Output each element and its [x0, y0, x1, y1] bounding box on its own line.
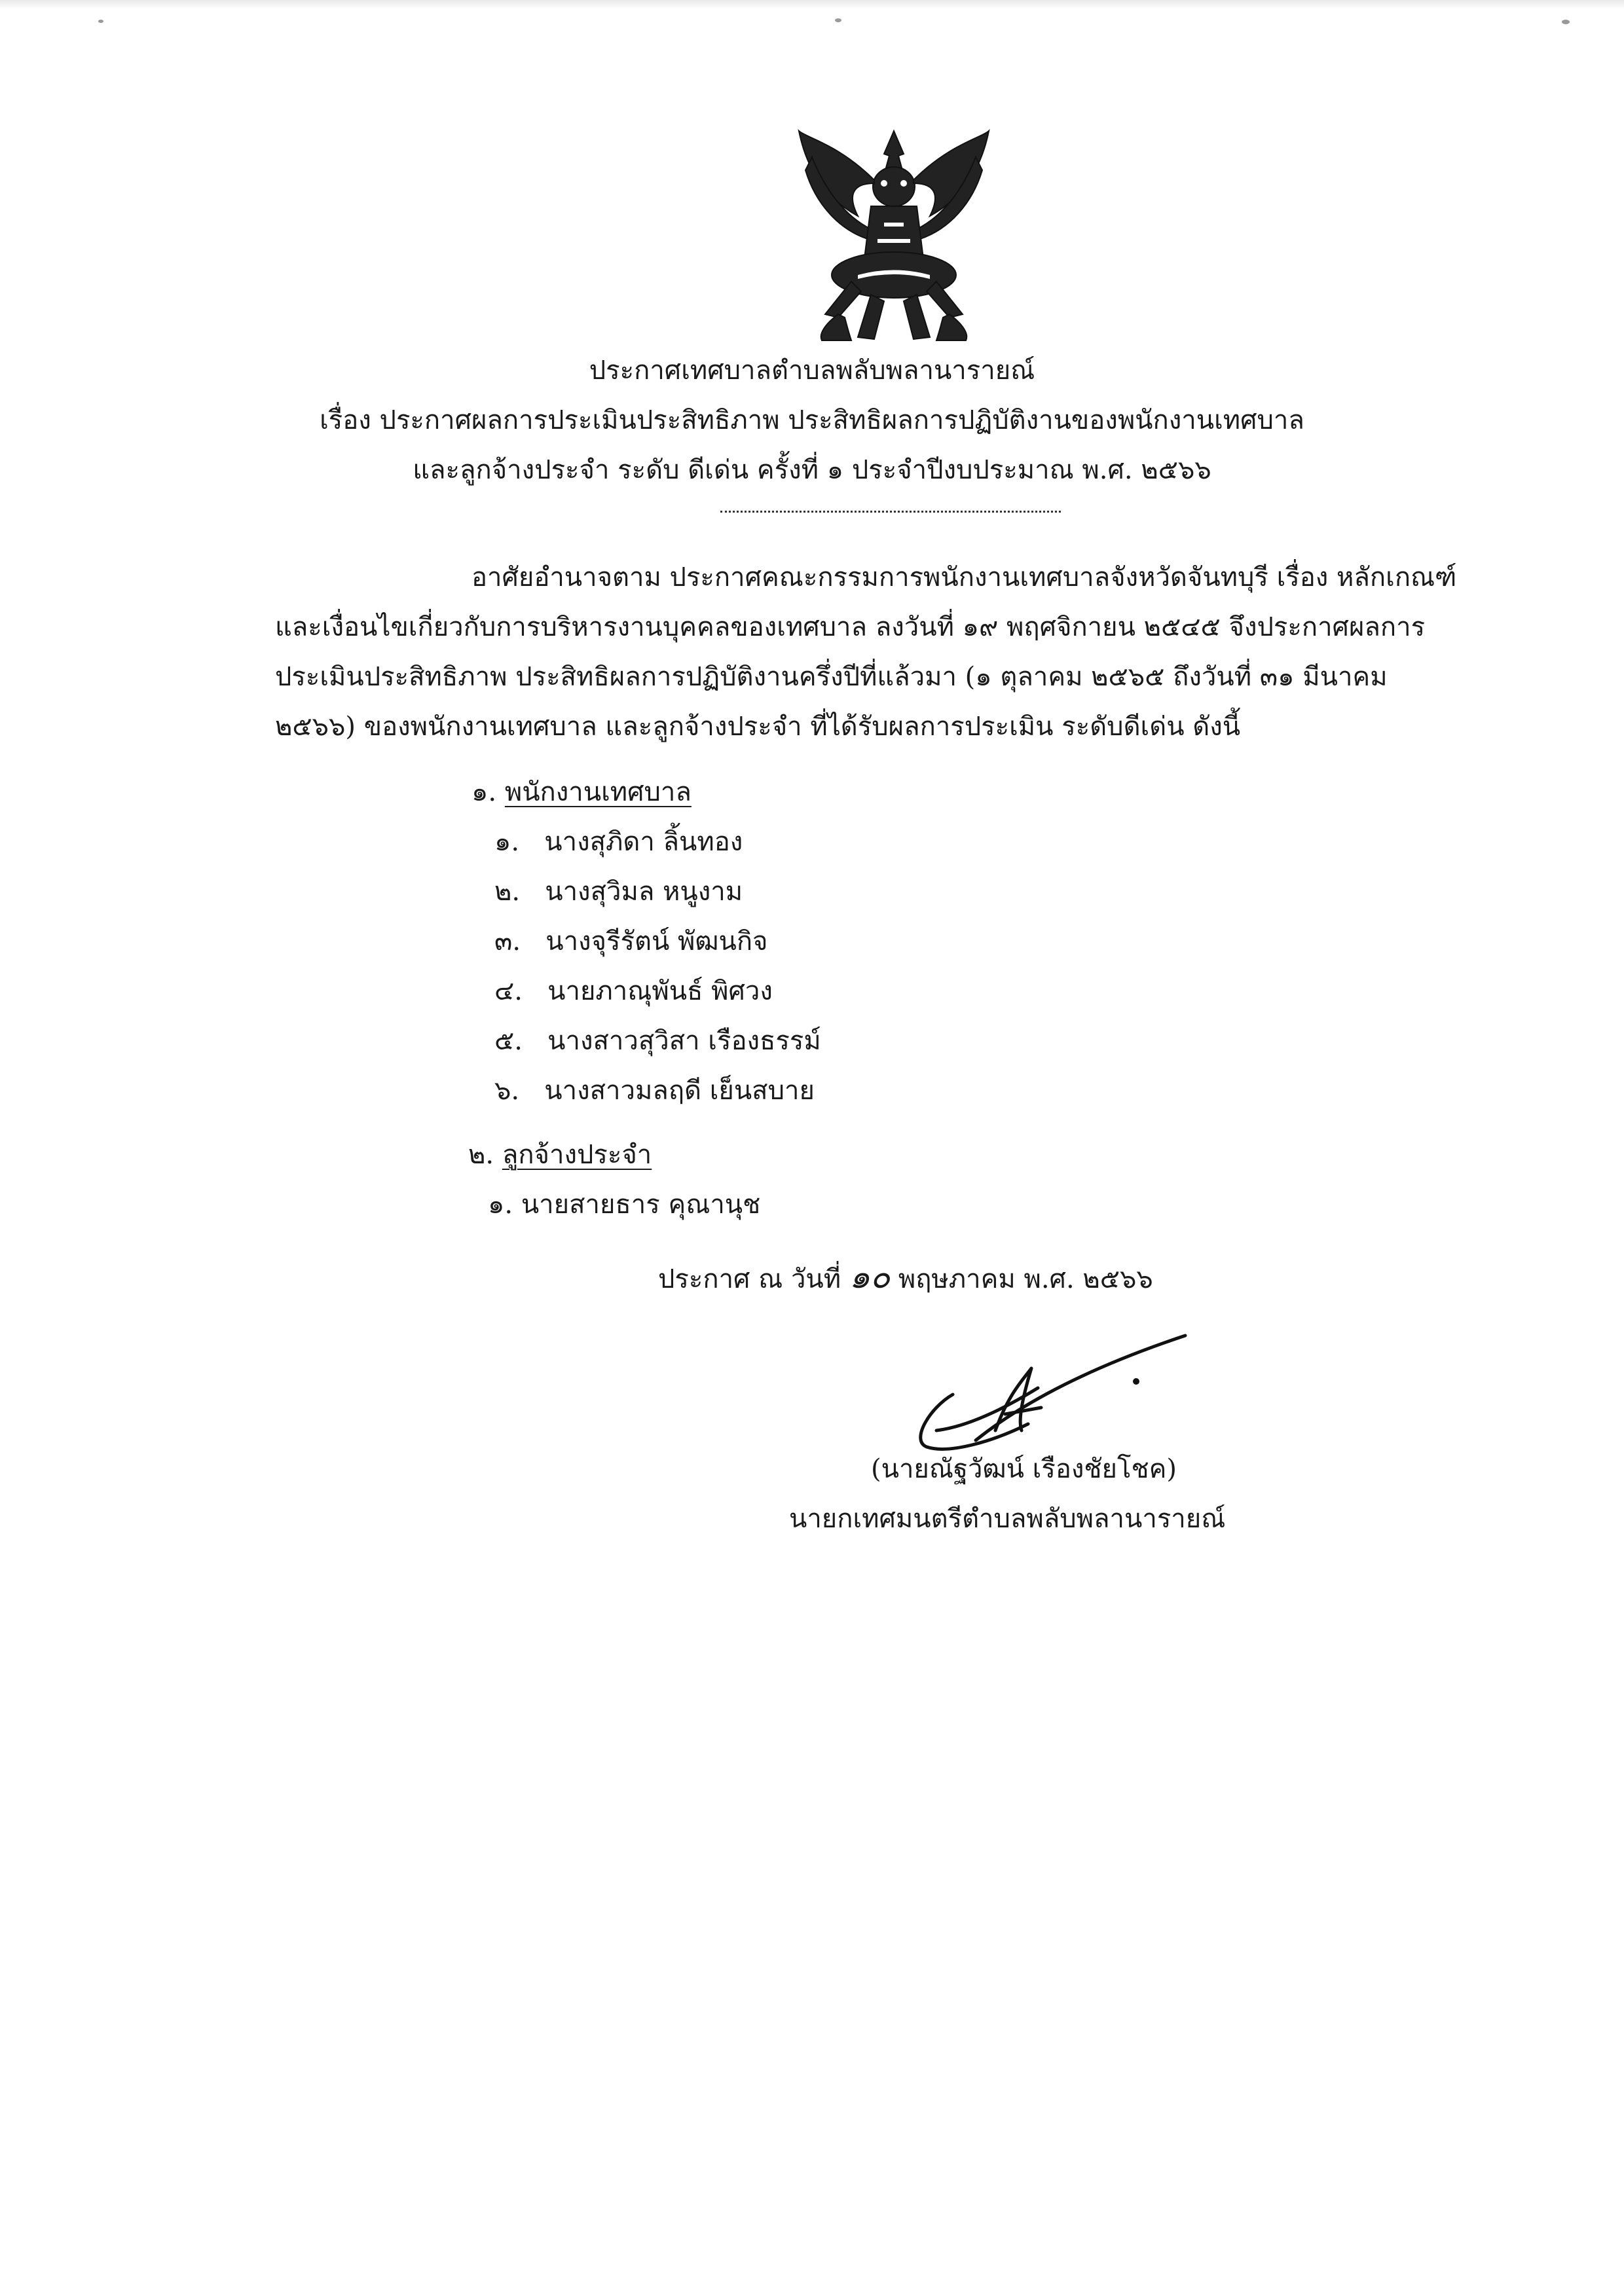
signatory-name: (นายณัฐวัฒน์ เรืองชัยโชค): [871, 1454, 1177, 1484]
body-line-3: ประเมินประสิทธิภาพ ประสิทธิผลการปฏิบัติงานครึ่งปีที่แล้วมา (๑ ตุลาคม ๒๕๖๕ ถึงวันที่ ๓๑ มีนาคม: [275, 662, 1388, 692]
section-title: พนักงานเทศบาล: [504, 777, 692, 807]
list-item: [494, 924, 768, 958]
section-number: ๑.: [471, 777, 497, 807]
section-1-heading: [471, 775, 692, 809]
list-item: [494, 875, 743, 909]
body-line-2: และเงื่อนไขเกี่ยวกับการบริหารงานบุคคลของเทศบาล ลงวันที่ ๑๙ พฤศจิกายน ๒๕๔๕ จึงประกาศผลการ: [275, 612, 1426, 642]
scan-speck: [98, 20, 103, 23]
section-title: ลูกจ้างประจำ: [502, 1140, 652, 1170]
list-item-name: นายสายธาร คุณานุช: [521, 1190, 761, 1220]
list-item-name: นางจุรีรัตน์ พัฒนกิจ: [545, 926, 768, 957]
list-item-name: นางสุวิมล หนูงาม: [545, 877, 743, 907]
garuda-emblem-icon: [786, 118, 1002, 347]
handwritten-signature: [897, 1316, 1205, 1467]
signatory-position: นายกเทศมนตรีตำบลพลับพลานารายณ์: [789, 1504, 1226, 1534]
list-item-name: นางสาวมลฤดี เย็นสบาย: [544, 1076, 815, 1106]
list-item-number: ๑.: [488, 1190, 513, 1220]
list-item-number: ๕.: [494, 1026, 523, 1056]
list-item-number: ๒.: [494, 877, 521, 907]
scan-speck: [835, 18, 841, 22]
list-item: [494, 825, 743, 859]
announcement-subject-line-1: เรื่อง ประกาศผลการประเมินประสิทธิภาพ ประสิทธิผลการปฏิบัติงานของพนักงานเทศบาล: [320, 405, 1304, 435]
body-line-1: อาศัยอำนาจตาม ประกาศคณะกรรมการพนักงานเทศบาลจังหวัดจันทบุรี เรื่อง หลักเกณฑ์: [471, 562, 1457, 592]
announcement-title: ประกาศเทศบาลตำบลพลับพลานารายณ์: [589, 355, 1035, 386]
scan-speck: [1562, 20, 1570, 24]
list-item-number: ๓.: [494, 926, 521, 957]
handwritten-day: ๑๐: [849, 1258, 891, 1296]
date-prefix: ประกาศ ณ วันที่: [658, 1264, 841, 1294]
announcement-subject-line-2: และลูกจ้างประจำ ระดับ ดีเด่น ครั้งที่ ๑ ประจำปีงบประมาณ พ.ศ. ๒๕๖๖: [413, 455, 1211, 485]
body-line-4: ๒๕๖๖) ของพนักงานเทศบาล และลูกจ้างประจำ ที่ได้รับผลการประเมิน ระดับดีเด่น ดังนี้: [275, 712, 1241, 742]
list-item-name: นางสุภิดา ลิ้นทอง: [544, 827, 743, 857]
list-item: [494, 974, 773, 1008]
list-item-number: ๔.: [494, 976, 523, 1006]
dotted-separator: [720, 511, 1061, 513]
scan-edge-shadow: [0, 0, 1624, 9]
date-suffix: พฤษภาคม พ.ศ. ๒๕๖๖: [898, 1264, 1153, 1294]
list-item: [494, 1074, 815, 1108]
list-item-name: นางสาวสุวิสา เรืองธรรม์: [547, 1026, 821, 1056]
list-item-number: ๖.: [494, 1076, 520, 1106]
list-item-number: ๑.: [494, 827, 520, 857]
section-2-heading: [468, 1138, 652, 1172]
section-number: ๒.: [468, 1140, 494, 1170]
list-item-name: นายภาณุพันธ์ พิศวง: [547, 976, 773, 1006]
list-item: [488, 1188, 760, 1222]
list-item: [494, 1024, 821, 1058]
announcement-date: [658, 1260, 1153, 1296]
